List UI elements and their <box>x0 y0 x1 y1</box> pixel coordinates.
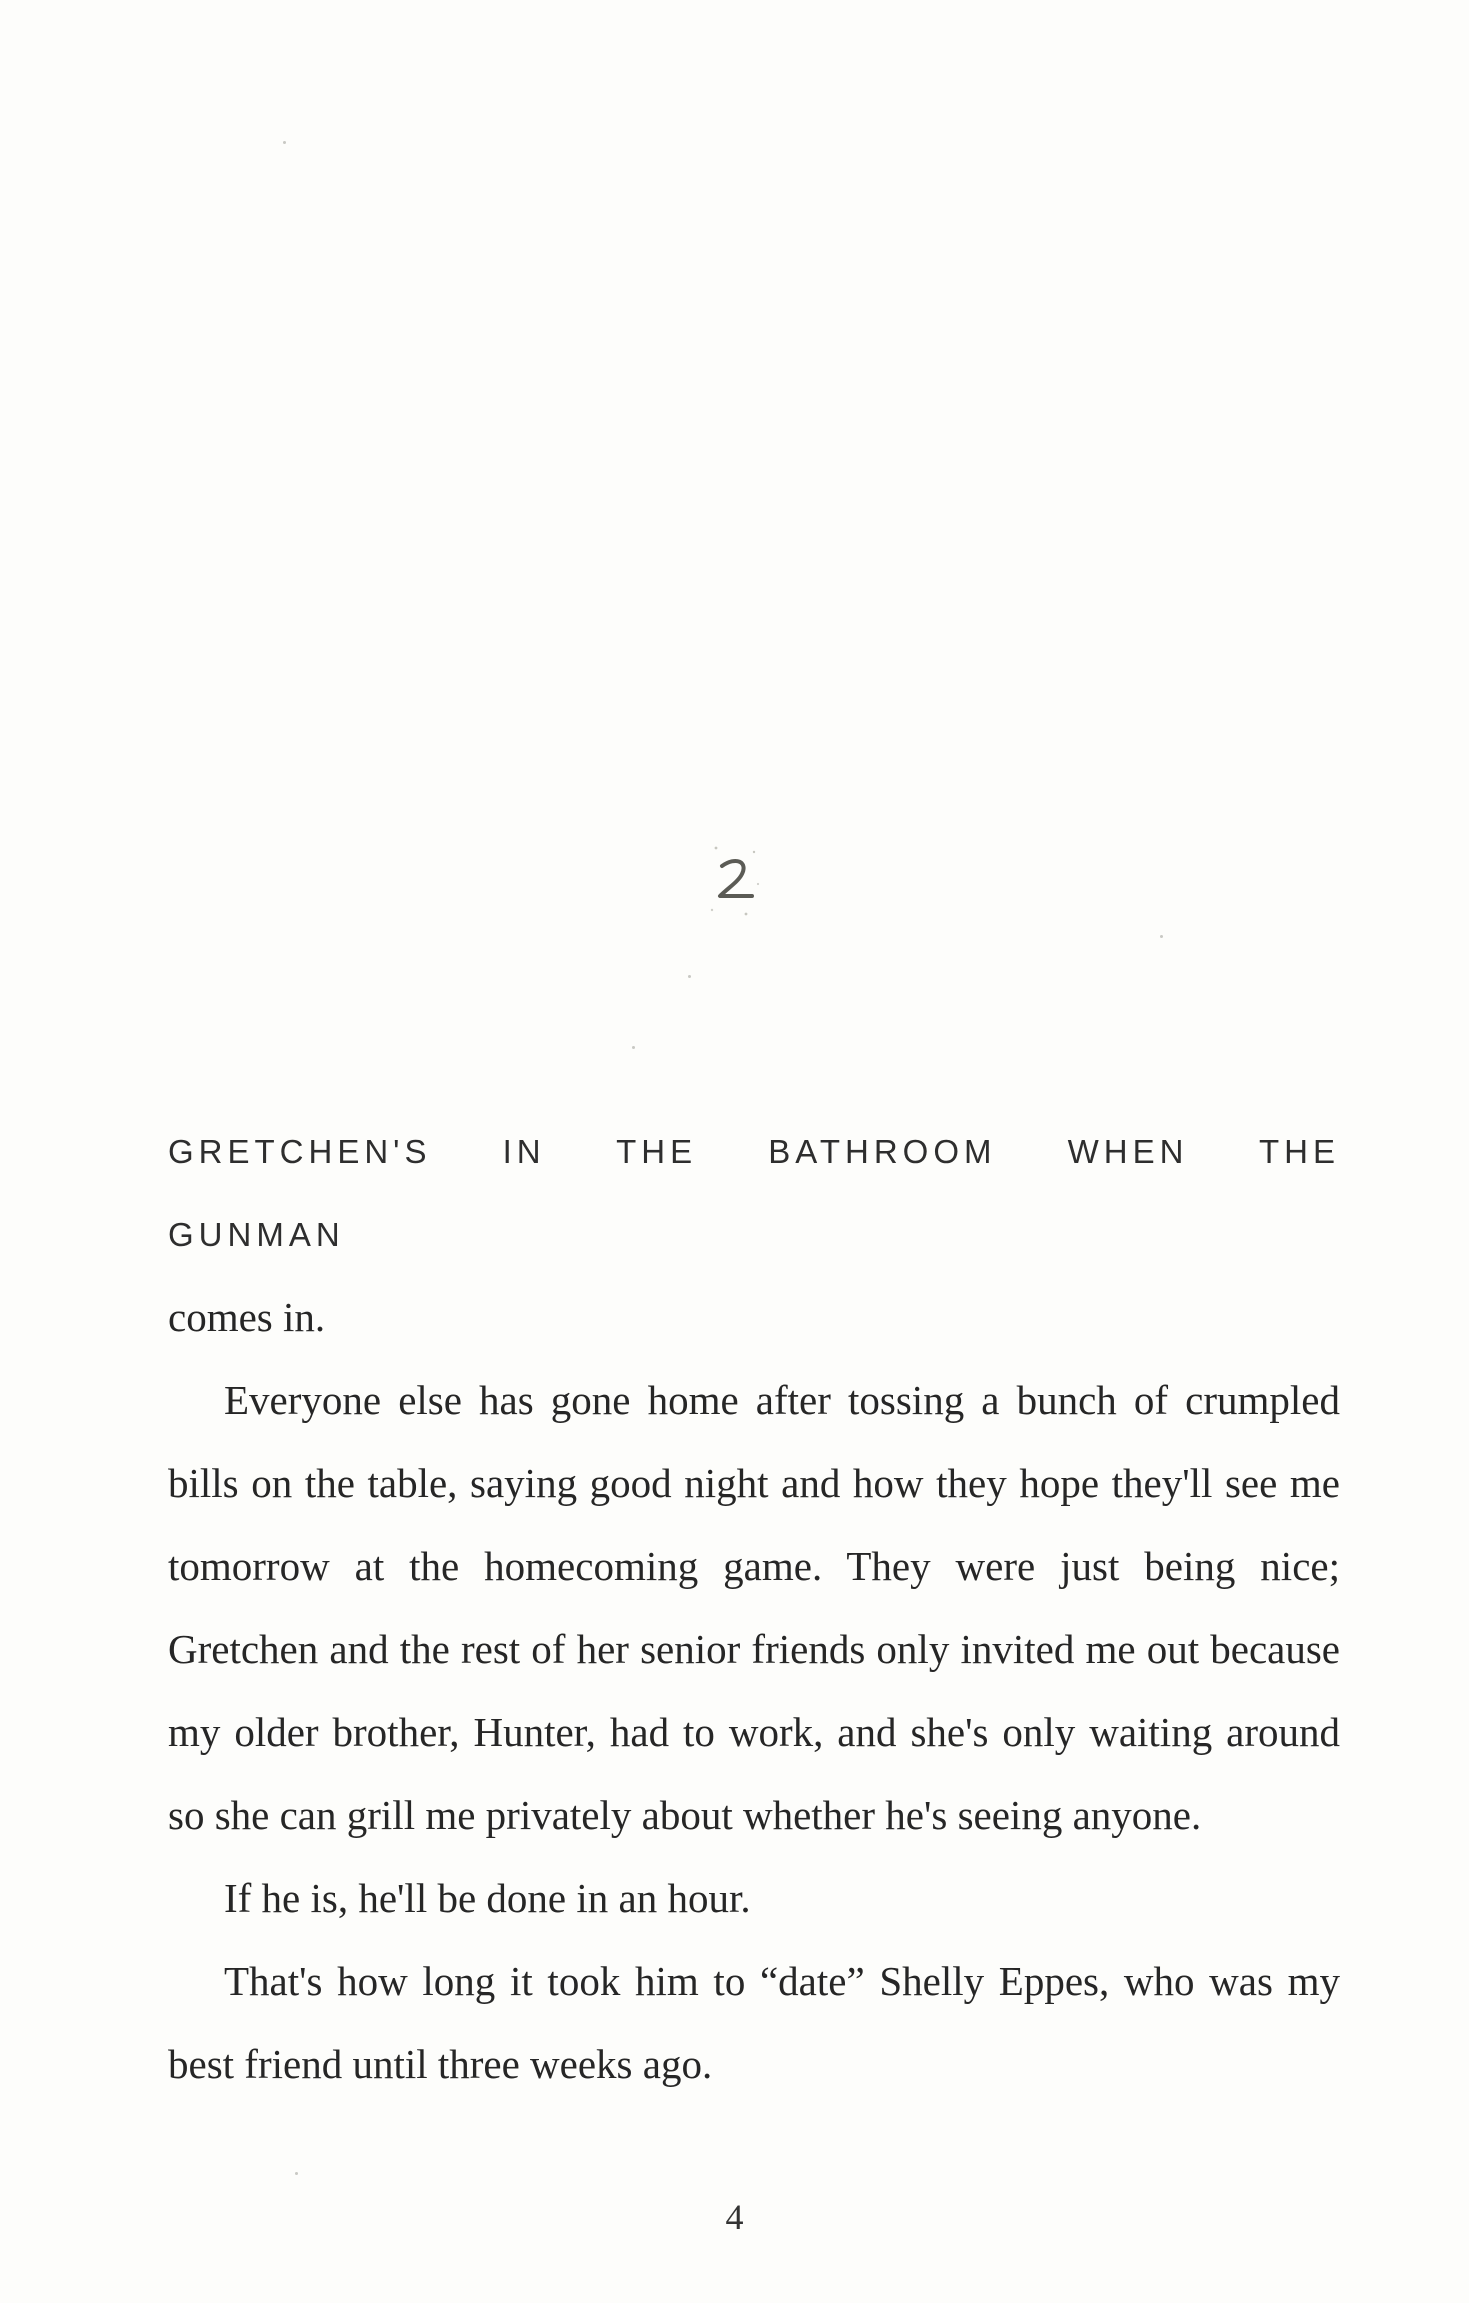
paper-speck <box>1160 935 1163 938</box>
paper-speck <box>632 1046 635 1049</box>
paper-speck <box>283 141 286 144</box>
opening-paragraph-rest: comes in. <box>168 1294 326 1340</box>
paragraph: That's how long it took him to “date” Shelly Eppes, who was my best friend until three weeks ago. <box>168 1958 1340 2087</box>
chapter-number-mark <box>706 840 766 920</box>
chapter-body <box>168 1110 1340 2106</box>
page-number: 4 <box>725 2197 744 2237</box>
paper-speck <box>295 2172 298 2175</box>
paragraph: Everyone else has gone home after tossing a bunch of crumpled bills on the table, saying good night and how they hope they'll see me tomorrow at the homecoming game. They were just being nice; Gretchen and the rest of her senior friends only invited me out because my older brother, Hunter, had to work, and she's only waiting around so she can grill me privately about whether he's seeing anyone. <box>168 1377 1340 1838</box>
paper-speck <box>688 975 691 978</box>
opening-paragraph <box>168 1110 1340 1359</box>
paragraph: If he is, he'll be done in an hour. <box>224 1875 751 1921</box>
opening-caps-line: GRETCHEN'S IN THE BATHROOM WHEN THE GUNMAN <box>168 1133 1340 1253</box>
